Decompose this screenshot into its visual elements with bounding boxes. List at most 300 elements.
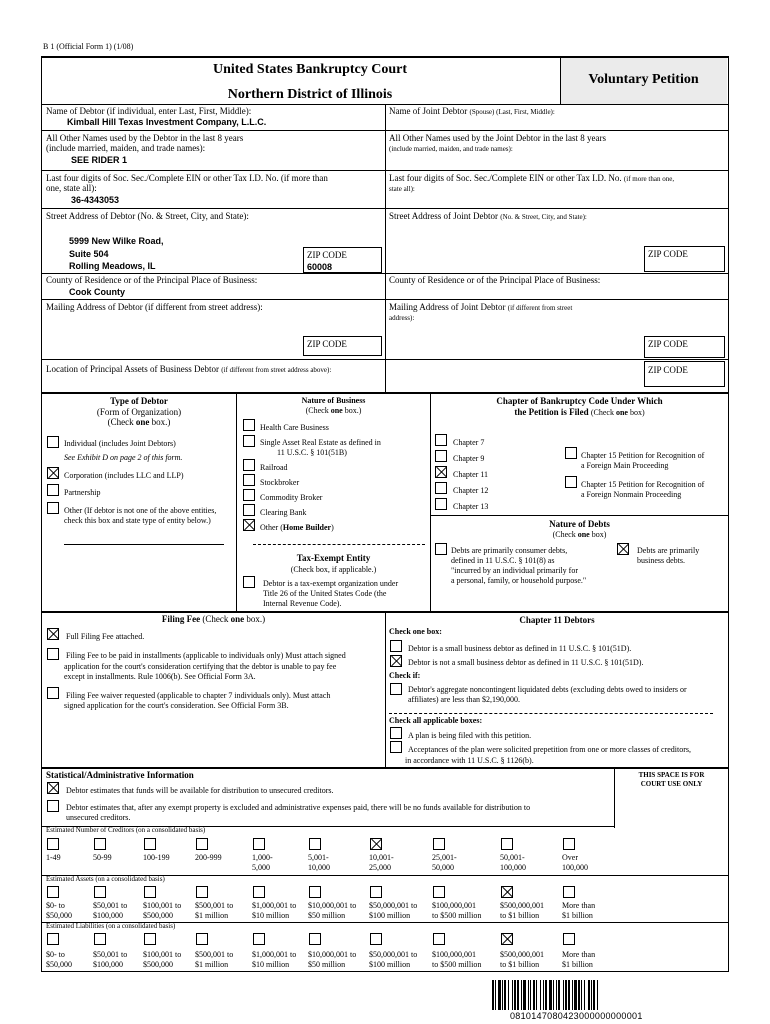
creditors-range-checkbox[interactable] — [94, 838, 106, 850]
frame-bottom — [41, 971, 729, 972]
assets-range-label-line: $1 million — [195, 911, 229, 920]
creditors-range-label — [46, 853, 61, 863]
plan-filed-checkbox[interactable] — [390, 727, 402, 739]
rule — [41, 170, 729, 171]
assets-range-checkbox[interactable] — [309, 886, 321, 898]
rule — [41, 130, 729, 131]
creditors-range-label-line: 50,001- — [500, 853, 525, 862]
creditors-range-label-line: 50,000 — [432, 863, 454, 872]
assets-range-label-line: $100,000 — [93, 911, 123, 920]
chapter-13-label: Chapter 13 — [453, 502, 489, 511]
barcode-bar — [556, 980, 557, 1010]
clearing-bank-label: Clearing Bank — [260, 508, 307, 517]
liabilities-range-label — [500, 950, 544, 970]
joint-mailing-label-2: address): — [389, 314, 415, 322]
creditors-range-label-line: 100,000 — [562, 863, 588, 872]
business-separator — [253, 544, 425, 545]
other-entity-checkbox[interactable] — [47, 502, 59, 514]
assets-range-label-line: to $1 billion — [500, 911, 540, 920]
liabilities-range-label-line: to $1 billion — [500, 960, 540, 969]
joint-other-names-label: All Other Names used by the Joint Debtor in the last 8 years — [389, 133, 606, 143]
assets-range-label — [308, 901, 356, 921]
liabilities-range-label — [46, 950, 72, 970]
aggregate-debts-label-2: affiliates) are less than $2,190,000. — [408, 695, 521, 704]
installments-label-1: Filing Fee to be paid in installments (applicable to individuals only) Must attach signed — [66, 651, 346, 660]
court-district: Northern District of Illinois — [227, 87, 393, 102]
acceptances-label-1: Acceptances of the plan were solicited prepetition from one or more classes of creditors, — [408, 745, 692, 754]
other-entity-label-2: check this box and state type of entity below.) — [64, 516, 211, 525]
rule — [41, 392, 729, 394]
liabilities-range-label-line: $500,000 — [143, 960, 173, 969]
creditors-range-checkbox[interactable] — [370, 838, 382, 850]
col-divider — [430, 394, 431, 612]
chapter-15-main-label: Chapter 15 Petition for Recognition of — [581, 451, 705, 460]
liabilities-range-label-line: $50,000 — [46, 960, 72, 969]
liabilities-range-label-line: $50,000,001 to — [369, 950, 418, 959]
barcode-number: 0810147080423000000000001 — [510, 1011, 643, 1021]
joint-mailing-zip-label: ZIP CODE — [648, 339, 688, 349]
assets-label: Estimated Assets (on a consolidated basis) — [46, 875, 165, 883]
nature-debts-title: Nature of Debts — [549, 519, 610, 529]
acceptances-checkbox[interactable] — [390, 741, 402, 753]
liabilities-range-label-line: $100 million — [369, 960, 411, 969]
creditors-range-label-line: 25,001- — [432, 853, 457, 862]
assets-range-label — [562, 901, 595, 921]
liabilities-range-label-line: $100,000 — [93, 960, 123, 969]
barcode-bar — [568, 980, 570, 1010]
creditors-range-label-line: 5,001- — [308, 853, 329, 862]
tax-exempt-title: Tax-Exempt Entity — [296, 553, 371, 563]
commodity-label: Commodity Broker — [260, 493, 323, 502]
liabilities-range-label-line: $100,000,001 — [432, 950, 476, 959]
full-fee-label: Full Filing Fee attached. — [66, 632, 145, 641]
form-id: B 1 (Official Form 1) (1/08) — [43, 42, 134, 51]
liabilities-range-label-line: $1 billion — [562, 960, 593, 969]
chapter-9-label: Chapter 9 — [453, 454, 485, 463]
tax-exempt-checkbox[interactable] — [243, 576, 255, 588]
business-debts-checkbox[interactable] — [617, 543, 629, 555]
liabilities-range-label-line: $50,001 to — [93, 950, 128, 959]
liabilities-range-checkbox[interactable] — [94, 933, 106, 945]
debtor-street-line1: 5999 New Wilke Road, — [69, 236, 164, 246]
barcode-bar — [549, 980, 552, 1010]
creditors-range-label-line: 100,000 — [500, 863, 526, 872]
type-debtor-check: (Check one box.) — [107, 417, 171, 427]
barcode-bar — [553, 980, 554, 1010]
frame-right — [728, 56, 729, 972]
barcode-bar — [530, 980, 531, 1010]
creditors-range-checkbox[interactable] — [563, 838, 575, 850]
col-divider — [236, 394, 237, 612]
debtor-name-label: Name of Debtor (if individual, enter Last, First, Middle): — [46, 106, 252, 116]
creditors-range-label — [562, 853, 588, 873]
business-debts-label-2: business debts. — [637, 556, 685, 565]
consumer-debts-label-4: a personal, family, or household purpose." — [451, 576, 587, 585]
chapter-9-checkbox[interactable] — [435, 450, 447, 462]
assets-range-checkbox[interactable] — [47, 886, 59, 898]
creditors-range-label-line: 200-999 — [195, 853, 222, 862]
barcode-bar — [533, 980, 535, 1010]
plan-filed-label: A plan is being filed with this petition. — [408, 731, 532, 740]
barcode-bar — [517, 980, 519, 1010]
not-small-business-label: Debtor is not a small business debtor as defined in 11 U.S.C. § 101(51D). — [408, 658, 644, 667]
barcode-bar — [565, 980, 567, 1010]
debtor-zip-value: 60008 — [307, 262, 333, 272]
barcode-bar — [495, 980, 496, 1010]
nature-debts-check: (Check one box) — [552, 530, 607, 539]
creditors-range-label-line: 10,001- — [369, 853, 394, 862]
chapter-title-2: the Petition is Filed (Check one box) — [514, 407, 645, 417]
debtor-ssn-label-2: one, state all): — [46, 183, 97, 193]
creditors-range-checkbox[interactable] — [253, 838, 265, 850]
chapter-15-nonmain-checkbox[interactable] — [565, 476, 577, 488]
liabilities-range-label — [369, 950, 417, 970]
acceptances-label-2: in accordance with 11 U.S.C. § 1126(b). — [405, 756, 534, 765]
location-label: Location of Principal Assets of Business Debtor (if different from street address above): — [46, 364, 332, 374]
barcode-bar — [581, 980, 582, 1010]
debtor-other-names-value: SEE RIDER 1 — [71, 155, 128, 165]
individual-note: See Exhibit D on page 2 of this form. — [64, 453, 183, 462]
liabilities-range-checkbox[interactable] — [196, 933, 208, 945]
chapter-13-checkbox[interactable] — [435, 498, 447, 510]
creditors-range-checkbox[interactable] — [501, 838, 513, 850]
assets-range-label-line: $10,000,001 to — [308, 901, 357, 910]
commodity-checkbox[interactable] — [243, 489, 255, 501]
consumer-debts-label-2: defined in 11 U.S.C. § 101(8) as — [451, 556, 555, 565]
other-business-label: Other (Home Builder) — [260, 523, 334, 532]
assets-range-checkbox[interactable] — [370, 886, 382, 898]
barcode-bar — [536, 980, 537, 1010]
small-business-label: Debtor is a small business debtor as defined in 11 U.S.C. § 101(51D). — [408, 644, 632, 653]
ch11-check-all: Check all applicable boxes: — [389, 716, 483, 725]
funds-available-label: Debtor estimates that funds will be available for distribution to unsecured creditors. — [66, 786, 334, 795]
barcode-bar — [498, 980, 501, 1010]
chapter-title: Chapter of Bankruptcy Code Under Which — [496, 396, 663, 406]
liabilities-range-label — [252, 950, 296, 970]
waiver-checkbox[interactable] — [47, 687, 59, 699]
assets-range-label-line: $500,000 — [143, 911, 173, 920]
assets-range-label — [93, 901, 127, 921]
stockbroker-checkbox[interactable] — [243, 474, 255, 486]
joint-other-names-label-2: (include married, maiden, and trade names): — [389, 145, 513, 153]
barcode-bar — [593, 980, 595, 1010]
waiver-label-2: signed application for the court's consideration. See Official Form 3B. — [64, 701, 289, 710]
barcode-bar — [508, 980, 509, 1010]
liabilities-range-label — [143, 950, 181, 970]
debtor-county-value: Cook County — [69, 287, 125, 297]
assets-range-label-line: $50,001 to — [93, 901, 128, 910]
assets-range-label-line: $1,000,001 to — [252, 901, 297, 910]
barcode-bar — [563, 980, 564, 1010]
installments-checkbox[interactable] — [47, 648, 59, 660]
barcode-bar — [504, 980, 506, 1010]
court-use-1: THIS SPACE IS FOR — [638, 771, 705, 779]
installments-label-3: except in installments. Rule 1006(b). See Official Form 3A. — [64, 672, 256, 681]
creditors-range-label — [93, 853, 112, 863]
barcode-bar — [523, 980, 526, 1010]
installments-label-2: application for the court's consideration certifying that the debtor is unable to pay fee — [64, 662, 337, 671]
assets-range-label-line: $100,000,001 — [432, 901, 476, 910]
tax-exempt-label-1: Debtor is a tax-exempt organization under — [263, 579, 399, 588]
assets-range-label — [252, 901, 296, 921]
type-debtor-title: Type of Debtor — [110, 396, 168, 406]
corporation-checkbox[interactable] — [47, 467, 59, 479]
debtor-street-label: Street Address of Debtor (No. & Street, City, and State): — [46, 211, 249, 221]
entity-type-line — [64, 544, 224, 545]
chapter-7-checkbox[interactable] — [435, 434, 447, 446]
liabilities-range-checkbox[interactable] — [501, 933, 513, 945]
barcode-bar — [545, 980, 547, 1010]
assets-range-label-line: $50,000 — [46, 911, 72, 920]
assets-range-label — [195, 901, 233, 921]
no-funds-checkbox[interactable] — [47, 800, 59, 812]
liabilities-range-checkbox[interactable] — [433, 933, 445, 945]
barcode-bar — [591, 980, 592, 1010]
creditors-range-checkbox[interactable] — [196, 838, 208, 850]
creditors-range-label-line: Over — [562, 853, 578, 862]
chapter-15-main-checkbox[interactable] — [565, 447, 577, 459]
joint-county-label: County of Residence or of the Principal Place of Business: — [389, 275, 601, 285]
railroad-label: Railroad — [260, 463, 288, 472]
liabilities-range-label-line: $1 million — [195, 960, 229, 969]
clearing-bank-checkbox[interactable] — [243, 504, 255, 516]
joint-ssn-label: Last four digits of Soc. Sec./Complete EIN or other Tax I.D. No. (if more than one, — [389, 173, 675, 183]
rule — [41, 273, 729, 274]
assets-range-checkbox[interactable] — [196, 886, 208, 898]
assets-range-checkbox[interactable] — [94, 886, 106, 898]
assets-range-label-line: to $500 million — [432, 911, 482, 920]
liabilities-range-checkbox[interactable] — [144, 933, 156, 945]
rule — [41, 359, 729, 360]
nature-business-title: Nature of Business — [301, 396, 366, 405]
liabilities-range-label-line: $10,000,001 to — [308, 950, 357, 959]
assets-range-label-line: $100 million — [369, 911, 411, 920]
liabilities-range-checkbox[interactable] — [370, 933, 382, 945]
ch11-separator — [389, 713, 713, 714]
assets-range-checkbox[interactable] — [563, 886, 575, 898]
assets-range-label-line: $500,000,001 — [500, 901, 544, 910]
joint-street-label: Street Address of Joint Debtor (No. & Street, City, and State): — [389, 211, 587, 221]
single-asset-label-2: 11 U.S.C. § 101(51B) — [277, 448, 347, 457]
creditors-range-label-line: 10,000 — [308, 863, 330, 872]
assets-range-label-line: More than — [562, 901, 596, 910]
ch11-check-one: Check one box: — [389, 627, 442, 636]
consumer-debts-label-3: "incurred by an individual primarily for — [451, 566, 579, 575]
single-asset-checkbox[interactable] — [243, 435, 255, 447]
debtor-mailing-label: Mailing Address of Debtor (if different from street address): — [46, 302, 263, 312]
creditors-range-label-line: 50-99 — [93, 853, 112, 862]
petition-title: Voluntary Petition — [588, 72, 699, 87]
consumer-debts-label-1: Debts are primarily consumer debts, — [451, 546, 568, 555]
ch11-title: Chapter 11 Debtors — [519, 615, 595, 625]
assets-range-checkbox[interactable] — [501, 886, 513, 898]
liabilities-range-label — [562, 950, 595, 970]
stockbroker-label: Stockbroker — [260, 478, 300, 487]
creditors-range-label — [308, 853, 330, 873]
debtor-ssn-label: Last four digits of Soc. Sec./Complete EIN or other Tax I.D. No. (if more than — [46, 173, 328, 183]
creditors-range-label — [369, 853, 394, 873]
debtor-ssn-value: 36-4343053 — [71, 195, 120, 205]
single-asset-label: Single Asset Real Estate as defined in — [260, 438, 381, 447]
creditors-range-label — [432, 853, 457, 873]
other-entity-label: Other (If debtor is not one of the above entities, — [64, 506, 217, 515]
barcode-bar — [588, 980, 590, 1010]
rule — [41, 767, 729, 769]
tax-exempt-label-2: Title 26 of the United States Code (the — [263, 589, 387, 598]
tax-exempt-check: (Check box, if applicable.) — [290, 565, 377, 574]
individual-label: Individual (includes Joint Debtors) — [64, 439, 176, 448]
full-fee-checkbox[interactable] — [47, 628, 59, 640]
liabilities-range-label-line: $100,001 to — [143, 950, 182, 959]
health-care-checkbox[interactable] — [243, 419, 255, 431]
court-use-2: COURT USE ONLY — [640, 780, 703, 788]
liabilities-range-checkbox[interactable] — [47, 933, 59, 945]
barcode-bar — [558, 980, 560, 1010]
chapter-11-checkbox[interactable] — [435, 466, 447, 478]
partnership-label: Partnership — [64, 488, 101, 497]
assets-range-label — [369, 901, 417, 921]
barcode-bar — [572, 980, 573, 1010]
barcode-bar — [584, 980, 585, 1010]
creditors-range-checkbox[interactable] — [309, 838, 321, 850]
chapter-12-checkbox[interactable] — [435, 482, 447, 494]
joint-zip-label: ZIP CODE — [648, 249, 688, 259]
ch11-check-if: Check if: — [389, 671, 421, 680]
small-business-checkbox[interactable] — [390, 640, 402, 652]
barcode-bar — [502, 980, 503, 1010]
assets-range-label-line: $100,001 to — [143, 901, 182, 910]
individual-checkbox[interactable] — [47, 436, 59, 448]
chapter-11-label: Chapter 11 — [453, 470, 489, 479]
liabilities-range-checkbox[interactable] — [309, 933, 321, 945]
assets-range-checkbox[interactable] — [433, 886, 445, 898]
tax-exempt-label-3: Internal Revenue Code). — [263, 599, 342, 608]
liabilities-range-label-line: $10 million — [252, 960, 290, 969]
barcode-bar — [514, 980, 516, 1010]
joint-mailing-label: Mailing Address of Joint Debtor (if different from street — [389, 302, 573, 312]
creditors-range-checkbox[interactable] — [144, 838, 156, 850]
assets-range-label-line: $50,000,001 to — [369, 901, 418, 910]
barcode-bar — [521, 980, 522, 1010]
barcode-bar — [540, 980, 541, 1010]
creditors-range-label-line: 100-199 — [143, 853, 170, 862]
chapter-15-main-label-2: a Foreign Main Proceeding — [581, 461, 669, 470]
barcode-bar — [578, 980, 580, 1010]
barcode-bar — [492, 980, 494, 1010]
chapter-15-nonmain-label: Chapter 15 Petition for Recognition of — [581, 480, 705, 489]
assets-range-label — [500, 901, 544, 921]
joint-ssn-label-2: state all): — [389, 185, 415, 193]
liabilities-range-label-line: to $500 million — [432, 960, 482, 969]
liabilities-range-label — [308, 950, 356, 970]
frame-left — [41, 56, 42, 972]
assets-range-label-line: $500,001 to — [195, 901, 234, 910]
aggregate-debts-checkbox[interactable] — [390, 683, 402, 695]
assets-range-label — [143, 901, 181, 921]
liabilities-range-label — [93, 950, 127, 970]
not-small-business-checkbox[interactable] — [390, 655, 402, 667]
petition-divider — [560, 56, 561, 104]
statistical-title: Statistical/Administrative Information — [46, 770, 194, 780]
barcode-bar — [597, 980, 598, 1010]
consumer-debts-checkbox[interactable] — [435, 543, 447, 555]
debtor-street-line3: Rolling Meadows, IL — [69, 261, 156, 271]
liabilities-range-label-line: $50 million — [308, 960, 346, 969]
business-debts-label-1: Debts are primarily — [637, 546, 700, 555]
waiver-label-1: Filing Fee waiver requested (applicable to chapter 7 individuals only). Must attach — [66, 691, 331, 700]
creditors-range-label-line: 1,000- — [252, 853, 273, 862]
assets-range-label-line: $10 million — [252, 911, 290, 920]
liabilities-range-label-line: $1,000,001 to — [252, 950, 297, 959]
type-debtor-subtitle: (Form of Organization) — [96, 407, 182, 417]
chapter-15-nonmain-label-2: a Foreign Nonmain Proceeding — [581, 490, 682, 499]
barcode-bar — [512, 980, 513, 1010]
creditors-range-label-line: 25,000 — [369, 863, 391, 872]
liabilities-label: Estimated Liabilities (on a consolidated basis) — [46, 922, 176, 930]
liabilities-range-checkbox[interactable] — [563, 933, 575, 945]
corporation-label: Corporation (includes LLC and LLP) — [64, 471, 184, 480]
liabilities-range-label-line: More than — [562, 950, 596, 959]
liabilities-range-label — [195, 950, 233, 970]
no-funds-label-2: unsecured creditors. — [66, 813, 131, 822]
assets-range-label-line: $0- to — [46, 901, 65, 910]
rule — [430, 515, 728, 516]
funds-available-checkbox[interactable] — [47, 782, 59, 794]
liabilities-range-label-line: $500,000,001 — [500, 950, 544, 959]
filing-fee-title: Filing Fee (Check one box.) — [161, 614, 266, 624]
debtor-county-label: County of Residence or of the Principal Place of Business: — [46, 275, 258, 285]
assets-range-checkbox[interactable] — [253, 886, 265, 898]
court-name: United States Bankruptcy Court — [212, 62, 408, 77]
creditors-range-label — [195, 853, 222, 863]
aggregate-debts-label-1: Debtor's aggregate noncontingent liquidated debts (excluding debts owed to insiders or — [408, 685, 687, 694]
rule — [41, 208, 729, 209]
health-care-label: Health Care Business — [260, 423, 329, 432]
rule — [41, 299, 729, 300]
joint-name-label: Name of Joint Debtor (Spouse) (Last, First, Middle): — [389, 106, 555, 116]
debtor-street-line2: Suite 504 — [69, 249, 109, 259]
creditors-range-label — [143, 853, 170, 863]
partnership-checkbox[interactable] — [47, 484, 59, 496]
nature-business-check: (Check one box.) — [305, 406, 362, 415]
liabilities-range-checkbox[interactable] — [253, 933, 265, 945]
other-business-checkbox[interactable] — [243, 519, 255, 531]
assets-range-label — [432, 901, 481, 921]
creditors-range-label-line: 5,000 — [252, 863, 270, 872]
no-funds-label-1: Debtor estimates that, after any exempt property is excluded and administrative expenses paid, there will be no funds available for distribution to — [66, 803, 531, 812]
debtor-other-names-label-2: (include married, maiden, and trade names): — [46, 143, 206, 153]
assets-range-label — [46, 901, 72, 921]
barcode-bar — [574, 980, 577, 1010]
creditors-range-label — [252, 853, 273, 873]
barcode-bar — [543, 980, 544, 1010]
debtor-name-value: Kimball Hill Texas Investment Company, L.L.C. — [67, 117, 267, 127]
barcode-bar — [528, 980, 529, 1010]
assets-range-label-line: $50 million — [308, 911, 346, 920]
creditors-range-label — [500, 853, 526, 873]
chapter-12-label: Chapter 12 — [453, 486, 489, 495]
assets-range-checkbox[interactable] — [144, 886, 156, 898]
col-divider — [385, 612, 386, 767]
liabilities-range-label — [432, 950, 481, 970]
liabilities-range-label-line: $0- to — [46, 950, 65, 959]
creditors-range-checkbox[interactable] — [433, 838, 445, 850]
assets-range-label-line: $1 billion — [562, 911, 593, 920]
creditors-range-label-line: 1-49 — [46, 853, 61, 862]
creditors-range-checkbox[interactable] — [47, 838, 59, 850]
barcode-image — [492, 980, 726, 1010]
railroad-checkbox[interactable] — [243, 459, 255, 471]
